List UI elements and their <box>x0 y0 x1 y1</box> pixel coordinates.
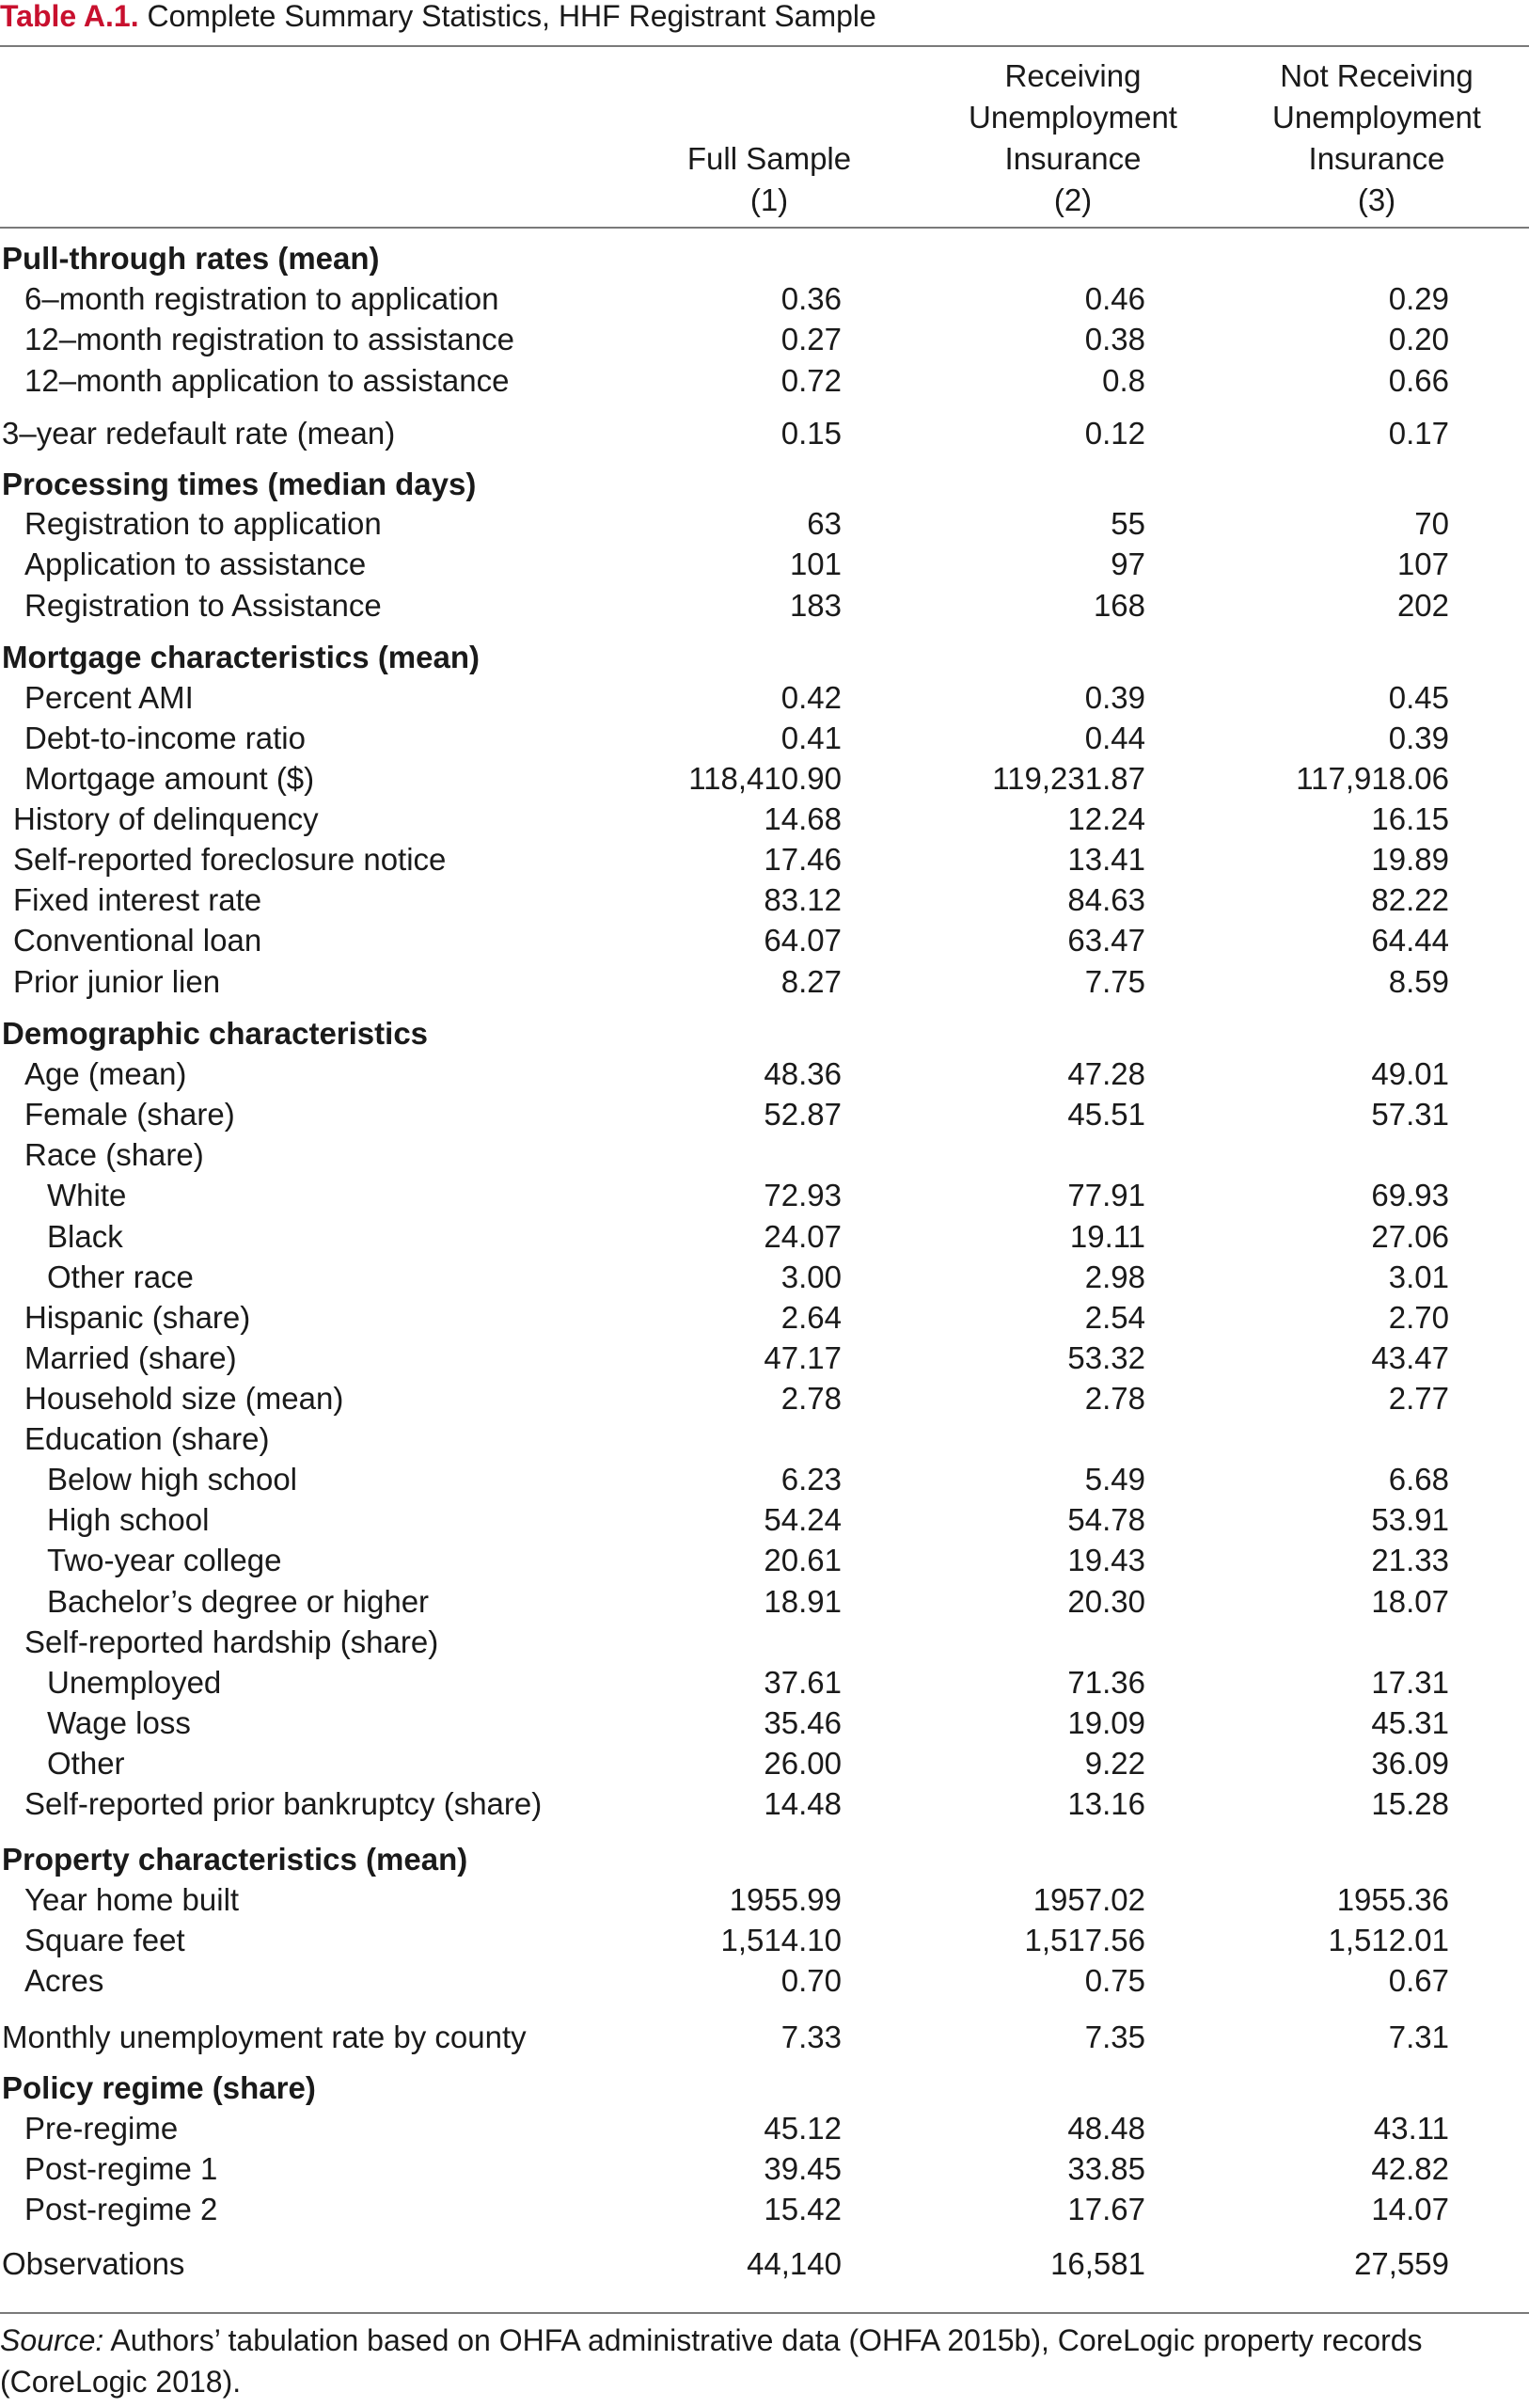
cell-col-2: 119,231.87 <box>992 761 1145 796</box>
cell-col-2: 0.38 <box>1084 322 1145 356</box>
row-label: Conventional loan <box>13 923 262 958</box>
cell-col-2: 19.09 <box>1067 1705 1145 1740</box>
cell-col-2: 2.78 <box>1084 1381 1145 1416</box>
cell-col-1: 0.72 <box>780 363 842 398</box>
column-header-line: Insurance <box>1004 141 1142 176</box>
cell-col-2: 77.91 <box>1067 1178 1145 1212</box>
cell-col-3: 53.91 <box>1371 1502 1449 1537</box>
cell-col-1: 18.91 <box>764 1584 842 1619</box>
cell-col-1: 39.45 <box>764 2151 842 2186</box>
column-header-line: Unemployment <box>1272 100 1481 135</box>
row-label: 6–month registration to application <box>24 281 499 316</box>
cell-col-1: 24.07 <box>764 1219 842 1254</box>
table-row <box>0 1297 1529 1338</box>
cell-col-3: 6.68 <box>1388 1462 1449 1497</box>
cell-col-2: 0.44 <box>1084 721 1145 755</box>
section-heading: Demographic characteristics <box>2 1016 429 1051</box>
cell-col-1: 64.07 <box>764 923 842 958</box>
section-heading: Policy regime (share) <box>2 2070 316 2105</box>
column-header-1 <box>609 55 929 221</box>
table-row <box>0 1703 1529 1743</box>
cell-col-1: 2.64 <box>780 1300 842 1335</box>
cell-col-2: 7.75 <box>1084 964 1145 999</box>
table-row <box>0 1378 1529 1418</box>
cell-col-1: 52.87 <box>764 1097 842 1132</box>
cell-col-2: 2.54 <box>1084 1300 1145 1335</box>
cell-col-3: 43.47 <box>1371 1340 1449 1375</box>
section-heading-row <box>0 464 1529 504</box>
row-label: Female (share) <box>24 1097 235 1132</box>
top-rule <box>0 45 1529 47</box>
cell-col-3: 70 <box>1414 506 1449 541</box>
row-label: Year home built <box>24 1882 240 1917</box>
row-label: Debt-to-income ratio <box>24 721 306 755</box>
cell-col-2: 2.98 <box>1084 1259 1145 1294</box>
source-text: Authors’ tabulation based on OHFA administrative data (OHFA 2015b), CoreLogic property records (CoreLogic 2018). <box>0 2323 1423 2399</box>
cell-col-2: 97 <box>1111 547 1145 581</box>
cell-col-1: 1,514.10 <box>720 1923 842 1957</box>
cell-col-3: 0.45 <box>1388 680 1449 715</box>
source-label: Source: <box>0 2323 104 2357</box>
row-label: Square feet <box>24 1923 185 1957</box>
row-label: History of delinquency <box>13 801 319 836</box>
row-label: Unemployed <box>47 1665 222 1700</box>
cell-col-1: 2.78 <box>780 1381 842 1416</box>
cell-col-3: 82.22 <box>1371 882 1449 917</box>
row-label: Percent AMI <box>24 680 194 715</box>
table-row <box>0 1540 1529 1580</box>
row-label: Black <box>47 1219 123 1254</box>
row-label: 12–month application to assistance <box>24 363 510 398</box>
table-row <box>0 677 1529 718</box>
cell-col-1: 17.46 <box>764 842 842 877</box>
row-label: Hispanic (share) <box>24 1300 251 1335</box>
cell-col-2: 1,517.56 <box>1024 1923 1145 1957</box>
cell-col-3: 49.01 <box>1371 1056 1449 1091</box>
cell-col-1: 0.15 <box>780 416 842 451</box>
row-label: Post-regime 2 <box>24 2192 218 2226</box>
cell-col-1: 7.33 <box>780 2020 842 2054</box>
table-title: Complete Summary Statistics, HHF Registrant Sample <box>147 0 876 33</box>
cell-col-3: 19.89 <box>1371 842 1449 877</box>
cell-col-3: 42.82 <box>1371 2151 1449 2186</box>
cell-col-3: 27.06 <box>1371 1219 1449 1254</box>
cell-col-2: 47.28 <box>1067 1056 1145 1091</box>
cell-col-3: 3.01 <box>1388 1259 1449 1294</box>
cell-col-2: 0.75 <box>1084 1963 1145 1998</box>
table-row <box>0 360 1529 401</box>
cell-col-3: 0.39 <box>1388 721 1449 755</box>
cell-col-3: 7.31 <box>1388 2020 1449 2054</box>
cell-col-2: 33.85 <box>1067 2151 1145 2186</box>
cell-col-1: 14.68 <box>764 801 842 836</box>
table-row <box>0 879 1529 920</box>
row-label: Household size (mean) <box>24 1381 344 1416</box>
cell-col-1: 37.61 <box>764 1665 842 1700</box>
cell-col-3: 45.31 <box>1371 1705 1449 1740</box>
row-label: Monthly unemployment rate by county <box>2 2020 527 2054</box>
cell-col-3: 27,559 <box>1354 2246 1449 2281</box>
section-heading: Property characteristics (mean) <box>2 1842 468 1877</box>
row-label: Observations <box>2 2246 185 2281</box>
table-row <box>0 1662 1529 1703</box>
row-label: Other <box>47 1746 125 1781</box>
row-label: Below high school <box>47 1462 297 1497</box>
cell-col-2: 16,581 <box>1050 2246 1145 2281</box>
row-label: Registration to application <box>24 506 382 541</box>
cell-col-2: 13.41 <box>1067 842 1145 877</box>
section-heading: Mortgage characteristics (mean) <box>2 640 481 674</box>
row-label: Bachelor’s degree or higher <box>47 1584 430 1619</box>
row-label: Self-reported hardship (share) <box>24 1624 439 1659</box>
row-label: Acres <box>24 1963 104 1998</box>
column-header-line: (3) <box>1357 182 1396 217</box>
cell-col-2: 17.67 <box>1067 2192 1145 2226</box>
cell-col-1: 44,140 <box>747 2246 842 2281</box>
cell-col-1: 63 <box>807 506 842 541</box>
section-heading: Processing times (median days) <box>2 467 477 501</box>
row-label: Race (share) <box>24 1137 204 1172</box>
column-header-line <box>609 97 929 138</box>
column-header-line: Not Receiving <box>1280 58 1474 93</box>
cell-col-3: 2.70 <box>1388 1300 1449 1335</box>
section-heading-row <box>0 1839 1529 1879</box>
table-row <box>0 920 1529 960</box>
cell-col-3: 69.93 <box>1371 1178 1449 1212</box>
cell-col-2: 53.32 <box>1067 1340 1145 1375</box>
cell-col-1: 8.27 <box>780 964 842 999</box>
cell-col-1: 0.70 <box>780 1963 842 1998</box>
table-row <box>0 1920 1529 1960</box>
table-row <box>0 2108 1529 2148</box>
table-row <box>0 961 1529 1002</box>
table-row <box>0 503 1529 544</box>
cell-col-1: 48.36 <box>764 1056 842 1091</box>
cell-col-1: 118,410.90 <box>688 761 842 796</box>
row-label: Wage loss <box>47 1705 191 1740</box>
cell-col-1: 1955.99 <box>729 1882 842 1917</box>
section-heading-row <box>0 637 1529 677</box>
row-label: Mortgage amount ($) <box>24 761 315 796</box>
column-header-2 <box>913 55 1233 221</box>
table-row <box>0 1257 1529 1297</box>
table-row <box>0 1499 1529 1540</box>
row-label: Registration to Assistance <box>24 588 382 623</box>
cell-col-2: 19.43 <box>1067 1543 1145 1577</box>
row-label: High school <box>47 1502 210 1537</box>
cell-col-2: 0.8 <box>1102 363 1145 398</box>
cell-col-3: 1955.36 <box>1336 1882 1449 1917</box>
source-note <box>0 2320 1529 2402</box>
cell-col-3: 107 <box>1396 547 1449 581</box>
cell-col-3: 36.09 <box>1371 1746 1449 1781</box>
column-header-line: Unemployment <box>969 100 1177 135</box>
row-label: 3–year redefault rate (mean) <box>2 416 396 451</box>
cell-col-2: 84.63 <box>1067 882 1145 917</box>
header-rule <box>0 227 1529 229</box>
bottom-rule <box>0 2312 1529 2314</box>
table-row <box>0 1783 1529 1824</box>
column-header-line: Insurance <box>1308 141 1445 176</box>
cell-col-2: 45.51 <box>1067 1097 1145 1132</box>
cell-col-2: 0.39 <box>1084 680 1145 715</box>
cell-col-3: 43.11 <box>1373 2111 1449 2146</box>
cell-col-2: 20.30 <box>1067 1584 1145 1619</box>
row-label: Prior junior lien <box>13 964 221 999</box>
cell-col-1: 14.48 <box>764 1786 842 1821</box>
cell-col-2: 5.49 <box>1084 1462 1145 1497</box>
cell-col-1: 0.42 <box>780 680 842 715</box>
table-row <box>0 1743 1529 1783</box>
table-row <box>0 1216 1529 1257</box>
section-heading-row <box>0 1013 1529 1054</box>
row-label: Post-regime 1 <box>24 2151 218 2186</box>
cell-col-1: 26.00 <box>764 1746 842 1781</box>
cell-col-1: 6.23 <box>780 1462 842 1497</box>
table-caption <box>0 0 876 32</box>
cell-col-2: 55 <box>1111 506 1145 541</box>
cell-col-2: 0.46 <box>1084 281 1145 316</box>
row-label: Age (mean) <box>24 1056 187 1091</box>
cell-col-3: 202 <box>1396 588 1449 623</box>
row-label: Education (share) <box>24 1421 270 1456</box>
table-row <box>0 1960 1529 2001</box>
section-heading: Pull-through rates (mean) <box>2 241 380 276</box>
cell-col-3: 8.59 <box>1388 964 1449 999</box>
cell-col-2: 19.11 <box>1069 1219 1145 1254</box>
cell-col-2: 63.47 <box>1067 923 1145 958</box>
column-header-3 <box>1217 55 1529 221</box>
cell-col-3: 16.15 <box>1371 801 1449 836</box>
cell-col-3: 0.66 <box>1388 363 1449 398</box>
cell-col-2: 71.36 <box>1067 1665 1145 1700</box>
cell-col-1: 0.36 <box>780 281 842 316</box>
table-row <box>0 799 1529 839</box>
table-row <box>0 2189 1529 2229</box>
cell-col-2: 12.24 <box>1067 801 1145 836</box>
table-row <box>0 1581 1529 1622</box>
cell-col-3: 0.20 <box>1388 322 1449 356</box>
column-header-line: Full Sample <box>686 141 852 176</box>
cell-col-1: 35.46 <box>764 1705 842 1740</box>
cell-col-1: 183 <box>789 588 842 623</box>
cell-col-2: 1957.02 <box>1032 1882 1145 1917</box>
cell-col-1: 54.24 <box>764 1502 842 1537</box>
cell-col-3: 0.17 <box>1388 416 1449 451</box>
table-row <box>0 2148 1529 2189</box>
table-row <box>0 1175 1529 1215</box>
section-heading-row <box>0 238 1529 278</box>
table-row <box>0 718 1529 758</box>
cell-col-3: 21.33 <box>1371 1543 1449 1577</box>
table-row <box>0 2243 1529 2284</box>
row-label: Application to assistance <box>24 547 367 581</box>
row-label: Self-reported foreclosure notice <box>13 842 447 877</box>
table-row <box>0 1054 1529 1094</box>
table-row <box>0 1094 1529 1134</box>
table-row <box>0 2017 1529 2057</box>
cell-col-3: 17.31 <box>1371 1665 1449 1700</box>
row-label: Married (share) <box>24 1340 237 1375</box>
table-row <box>0 1879 1529 1920</box>
cell-col-2: 7.35 <box>1084 2020 1145 2054</box>
cell-col-3: 0.67 <box>1388 1963 1449 1998</box>
cell-col-1: 0.41 <box>780 721 842 755</box>
table-row <box>0 1418 1529 1459</box>
table-row <box>0 1134 1529 1175</box>
table-row <box>0 1338 1529 1378</box>
cell-col-1: 0.27 <box>780 322 842 356</box>
cell-col-2: 0.12 <box>1084 416 1145 451</box>
row-label: Two-year college <box>47 1543 282 1577</box>
cell-col-3: 14.07 <box>1371 2192 1449 2226</box>
cell-col-2: 13.16 <box>1067 1786 1145 1821</box>
cell-col-1: 83.12 <box>764 882 842 917</box>
table-row <box>0 758 1529 799</box>
cell-col-3: 15.28 <box>1371 1786 1449 1821</box>
row-label: Pre-regime <box>24 2111 179 2146</box>
table-row <box>0 1622 1529 1662</box>
column-header-line: (1) <box>749 182 789 217</box>
table-row <box>0 278 1529 319</box>
column-header-line: (2) <box>1053 182 1093 217</box>
cell-col-1: 15.42 <box>764 2192 842 2226</box>
cell-col-1: 101 <box>789 547 842 581</box>
cell-col-1: 3.00 <box>780 1259 842 1294</box>
table-row <box>0 544 1529 584</box>
cell-col-2: 54.78 <box>1067 1502 1145 1537</box>
row-label: White <box>47 1178 127 1212</box>
row-label: Fixed interest rate <box>13 882 262 917</box>
cell-col-2: 168 <box>1093 588 1145 623</box>
table-row <box>0 585 1529 626</box>
cell-col-1: 20.61 <box>764 1543 842 1577</box>
cell-col-3: 0.29 <box>1388 281 1449 316</box>
cell-col-3: 57.31 <box>1371 1097 1449 1132</box>
table-row <box>0 839 1529 879</box>
cell-col-1: 47.17 <box>764 1340 842 1375</box>
row-label: Self-reported prior bankruptcy (share) <box>24 1786 543 1821</box>
cell-col-3: 2.77 <box>1388 1381 1449 1416</box>
cell-col-3: 64.44 <box>1371 923 1449 958</box>
section-heading-row <box>0 2067 1529 2108</box>
row-label: Other race <box>47 1259 194 1294</box>
row-label: 12–month registration to assistance <box>24 322 514 356</box>
cell-col-3: 1,512.01 <box>1328 1923 1449 1957</box>
cell-col-2: 9.22 <box>1084 1746 1145 1781</box>
cell-col-2: 48.48 <box>1067 2111 1145 2146</box>
table-row <box>0 319 1529 359</box>
cell-col-1: 45.12 <box>764 2111 842 2146</box>
cell-col-3: 117,918.06 <box>1296 761 1449 796</box>
table-row <box>0 1459 1529 1499</box>
table-number: Table A.1. <box>0 0 139 33</box>
column-header-line <box>609 55 929 97</box>
cell-col-3: 18.07 <box>1371 1584 1449 1619</box>
cell-col-1: 72.93 <box>764 1178 842 1212</box>
column-header-line: Receiving <box>1004 58 1142 93</box>
table-row <box>0 413 1529 453</box>
